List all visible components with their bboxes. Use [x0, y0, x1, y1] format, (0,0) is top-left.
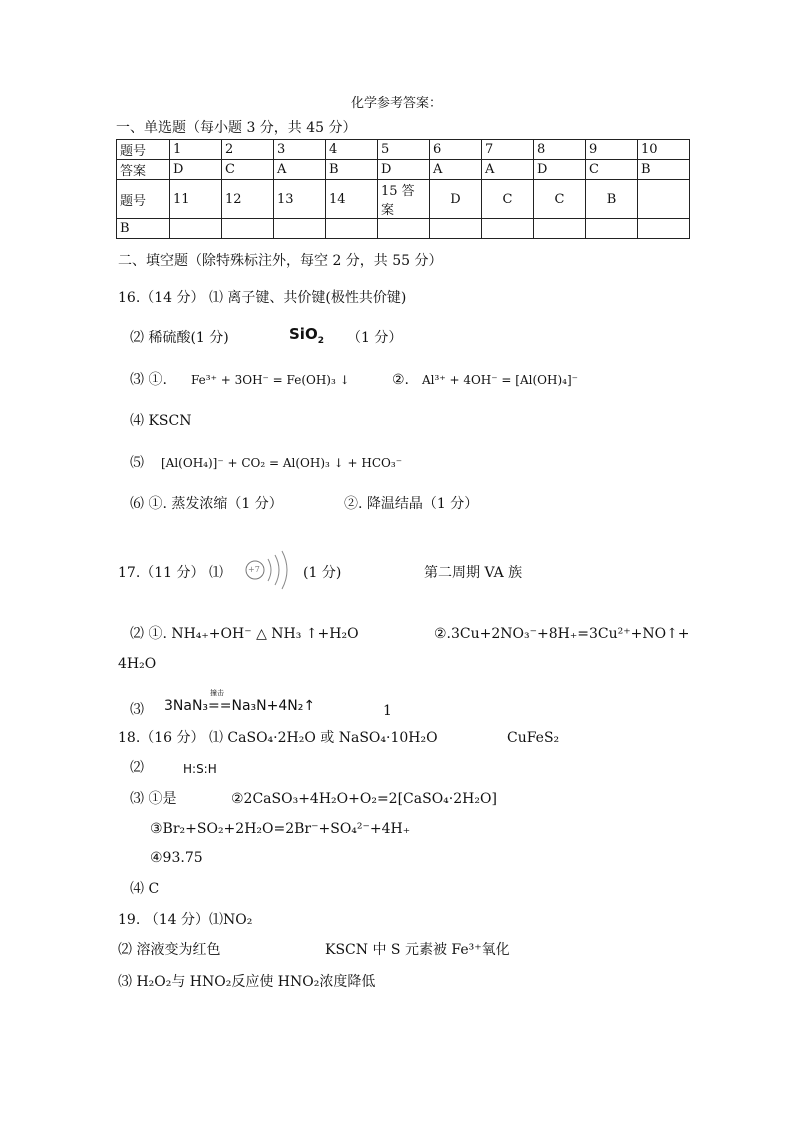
q16-part5-equation: [Al(OH₄)]⁻ + CO₂ = Al(OH)₃ ↓ + HCO₃⁻	[161, 456, 403, 470]
table-cell: 14	[326, 180, 378, 219]
q18-part3c: ③Br₂+SO₂+2H₂O=2Br⁻+SO₄²⁻+4H₊	[150, 821, 411, 837]
table-cell: 1	[170, 140, 222, 160]
q16-part3-equation2: Al³⁺ + 4OH⁻ = [Al(OH)₄]⁻	[422, 373, 578, 387]
q16-part3-label: ⑶ ①.	[130, 372, 167, 388]
table-cell	[326, 219, 378, 239]
table-cell: 3	[274, 140, 326, 160]
table-cell	[534, 219, 586, 239]
table-cell: 10	[638, 140, 690, 160]
table-cell	[274, 219, 326, 239]
table-cell	[638, 180, 690, 219]
table-row	[117, 160, 690, 180]
q18-part4: ⑷ C	[130, 881, 160, 897]
q17-part3-extra: 1	[383, 703, 392, 719]
q16-part3-equation1: Fe³⁺ + 3OH⁻ = Fe(OH)₃ ↓	[191, 373, 350, 387]
table-cell: B	[117, 219, 170, 239]
table-row	[117, 180, 690, 219]
table-cell: 12	[222, 180, 274, 219]
answer-table	[116, 139, 690, 239]
q16-part6b: ②. 降温结晶（1 分）	[344, 496, 479, 512]
table-cell	[638, 219, 690, 239]
table-cell: 15 答案	[378, 180, 430, 219]
q16-part6a: ⑹ ①. 蒸发浓缩（1 分）	[130, 496, 283, 512]
table-cell: D	[534, 160, 586, 180]
table-cell: 6	[430, 140, 482, 160]
q18-part1b: CuFeS₂	[507, 730, 560, 746]
table-cell: 9	[586, 140, 638, 160]
table-cell: A	[430, 160, 482, 180]
q16-part4: ⑷ KSCN	[130, 413, 192, 429]
table-cell: 题号	[117, 180, 170, 219]
table-cell: B	[326, 160, 378, 180]
table-cell: 2	[222, 140, 274, 160]
table-row	[117, 219, 690, 239]
table-cell: 11	[170, 180, 222, 219]
q16-part2-answer: ⑵ 稀硫酸(1 分)	[130, 330, 229, 346]
q17-part2a: ⑵ ①. NH₄₊+OH⁻ △ NH₃ ↑+H₂O	[130, 626, 359, 642]
q19-part2a: ⑵ 溶液变为红色	[118, 942, 221, 958]
q16-part2-score: （1 分）	[347, 330, 403, 346]
q17-part2b: ②.3Cu+2NO₃⁻+8H₊=3Cu²⁺+NO↑+	[434, 626, 690, 642]
table-cell: 13	[274, 180, 326, 219]
table-cell	[378, 219, 430, 239]
q16-part5-label: ⑸	[130, 455, 144, 471]
q17-part1-score: (1 分)	[303, 565, 342, 581]
table-cell	[482, 219, 534, 239]
q17-header: 17.（11 分） ⑴	[118, 565, 223, 581]
q17-part1-period: 第二周期 VA 族	[424, 565, 523, 581]
q19-part2b: KSCN 中 S 元素被 Fe³⁺氧化	[325, 942, 510, 958]
q16-header: 16.（14 分） ⑴ 离子键、共价键(极性共价键)	[118, 290, 407, 306]
page-title: 化学参考答案：	[350, 96, 442, 111]
table-cell: 答案	[117, 160, 170, 180]
table-cell	[586, 219, 638, 239]
table-cell: C	[534, 180, 586, 219]
table-cell: B	[586, 180, 638, 219]
table-cell	[170, 219, 222, 239]
table-cell: 4	[326, 140, 378, 160]
h2s-electron-structure: H:S:H	[183, 762, 217, 776]
q19-part3: ⑶ H₂O₂与 HNO₂反应使 HNO₂浓度降低	[118, 974, 376, 990]
q17-part2c: 4H₂O	[118, 656, 157, 672]
section2-heading: 二、填空题（除特殊标注外，每空 2 分，共 55 分）	[118, 253, 443, 269]
q18-header: 18.（16 分） ⑴ CaSO₄·2H₂O 或 NaSO₄·10H₂O	[118, 730, 438, 746]
table-cell: D	[430, 180, 482, 219]
table-cell: C	[222, 160, 274, 180]
atom-nucleus-label: +7	[248, 565, 260, 574]
q18-part2-label: ⑵	[130, 760, 144, 776]
q17-part3-label: ⑶	[130, 702, 144, 718]
table-cell: A	[482, 160, 534, 180]
table-cell: 5	[378, 140, 430, 160]
q16-part3-label2: ②.	[392, 372, 410, 388]
sio2-subscript: 2	[317, 336, 324, 346]
q18-part3a: ⑶ ①是	[130, 791, 177, 807]
table-cell: B	[638, 160, 690, 180]
q18-part3b: ②2CaSO₃+4H₂O+O₂=2[CaSO₄·2H₂O]	[231, 791, 497, 807]
table-cell: C	[586, 160, 638, 180]
table-cell: 7	[482, 140, 534, 160]
table-cell: 题号	[117, 140, 170, 160]
table-cell: 8	[534, 140, 586, 160]
q19-header: 19. （14 分）⑴NO₂	[118, 912, 253, 928]
table-cell: A	[274, 160, 326, 180]
table-cell: D	[170, 160, 222, 180]
q17-part3-equation: 3NaN₃==Na₃N+4N₂↑	[164, 698, 316, 714]
q17-part3-condition: 撞击	[210, 689, 224, 697]
sio2-formula: SiO	[289, 325, 318, 343]
table-row	[117, 140, 690, 160]
table-cell	[222, 219, 274, 239]
section1-heading: 一、单选题（每小题 3 分，共 45 分）	[116, 120, 357, 136]
table-cell	[430, 219, 482, 239]
q16-part2-formula	[289, 327, 324, 346]
q18-part3d: ④93.75	[150, 850, 203, 866]
table-cell: D	[378, 160, 430, 180]
table-cell: C	[482, 180, 534, 219]
